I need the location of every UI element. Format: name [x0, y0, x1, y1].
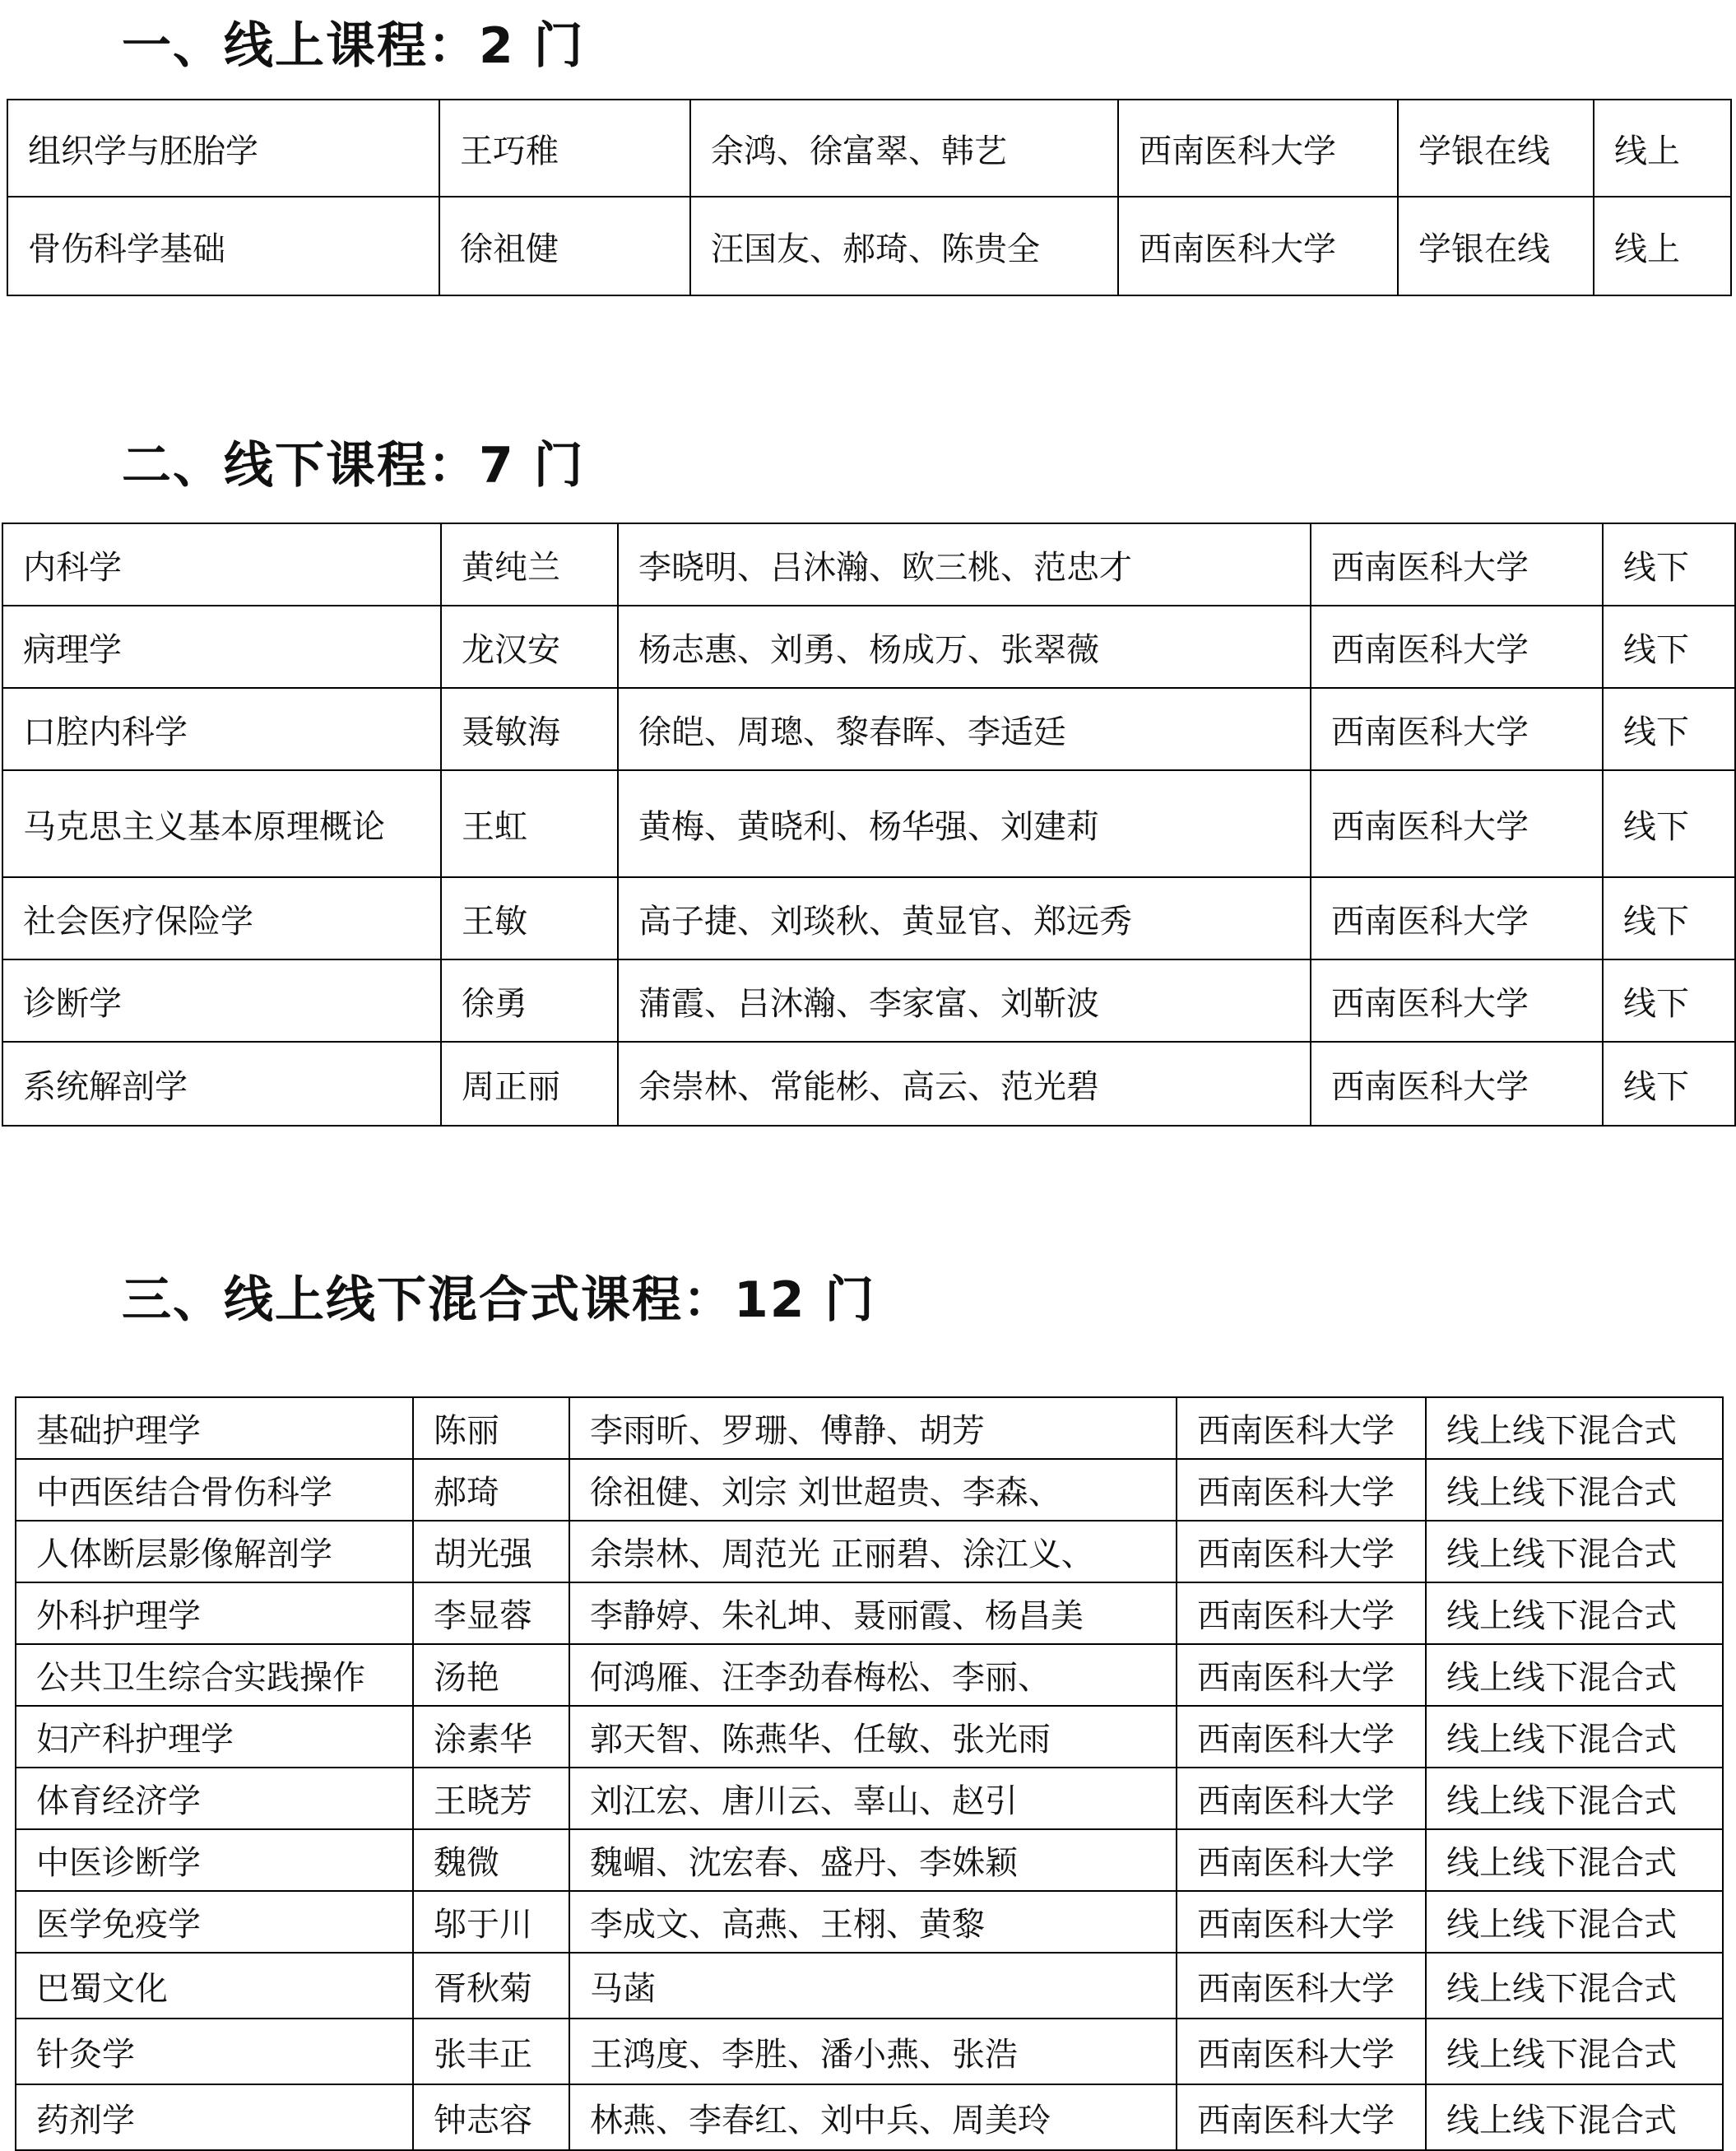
lead-teacher-cell: 郝琦 [413, 1459, 569, 1521]
course-type-cell: 线下 [1603, 688, 1735, 770]
team-members-cell: 余崇林、周范光 正丽碧、涂江义、 [569, 1521, 1177, 1582]
course-type-cell: 线下 [1603, 877, 1735, 959]
lead-teacher-cell: 王敏 [441, 877, 618, 959]
team-members-cell: 李晓明、吕沐瀚、欧三桃、范忠才 [618, 523, 1311, 606]
course-type-cell: 线下 [1603, 770, 1735, 877]
lead-teacher-cell: 王虹 [441, 770, 618, 877]
school-cell: 西南医科大学 [1118, 197, 1398, 295]
team-members-cell: 李静婷、朱礼坤、聂丽霞、杨昌美 [569, 1582, 1177, 1644]
team-members-cell: 徐皑、周璁、黎春晖、李适廷 [618, 688, 1311, 770]
team-members-cell: 郭天智、陈燕华、任敏、张光雨 [569, 1706, 1177, 1768]
blended-course-row [16, 1768, 1723, 1829]
course-type-cell: 线上 [1594, 100, 1731, 197]
team-members-cell: 汪国友、郝琦、陈贵全 [690, 197, 1118, 295]
school-cell: 西南医科大学 [1311, 1042, 1603, 1126]
school-cell: 西南医科大学 [1311, 770, 1603, 877]
course-name-cell: 人体断层影像解剖学 [16, 1521, 413, 1582]
offline-course-row [2, 1042, 1735, 1126]
school-cell: 西南医科大学 [1177, 1521, 1426, 1582]
course-name-cell: 针灸学 [16, 2019, 413, 2084]
course-name-cell: 体育经济学 [16, 1768, 413, 1829]
blended-course-row [16, 1459, 1723, 1521]
course-type-cell: 线上线下混合式 [1426, 1644, 1723, 1706]
course-name-cell: 妇产科护理学 [16, 1706, 413, 1768]
platform-cell: 学银在线 [1398, 100, 1594, 197]
offline-course-row [2, 606, 1735, 688]
school-cell: 西南医科大学 [1311, 959, 1603, 1042]
lead-teacher-cell: 周正丽 [441, 1042, 618, 1126]
table-offline-courses [2, 523, 1736, 1127]
school-cell: 西南医科大学 [1177, 2084, 1426, 2150]
team-members-cell: 马菡 [569, 1953, 1177, 2019]
team-members-cell: 李成文、高燕、王栩、黄黎 [569, 1891, 1177, 1953]
course-type-cell: 线上线下混合式 [1426, 2019, 1723, 2084]
course-name-cell: 医学免疫学 [16, 1891, 413, 1953]
course-type-cell: 线下 [1603, 523, 1735, 606]
school-cell: 西南医科大学 [1311, 688, 1603, 770]
lead-teacher-cell: 邬于川 [413, 1891, 569, 1953]
team-members-cell: 蒲霞、吕沐瀚、李家富、刘靳波 [618, 959, 1311, 1042]
lead-teacher-cell: 龙汉安 [441, 606, 618, 688]
course-name-cell: 巴蜀文化 [16, 1953, 413, 2019]
team-members-cell: 徐祖健、刘宗 刘世超贵、李森、 [569, 1459, 1177, 1521]
online-course-row [7, 197, 1731, 295]
course-name-cell: 药剂学 [16, 2084, 413, 2150]
blended-course-row [16, 1582, 1723, 1644]
lead-teacher-cell: 涂素华 [413, 1706, 569, 1768]
course-type-cell: 线上线下混合式 [1426, 1397, 1723, 1459]
section-title-blended: 三、线上线下混合式课程：12 门 [122, 1271, 876, 1329]
school-cell: 西南医科大学 [1311, 877, 1603, 959]
school-cell: 西南医科大学 [1177, 1397, 1426, 1459]
team-members-cell: 余鸿、徐富翠、韩艺 [690, 100, 1118, 197]
blended-course-row [16, 1397, 1723, 1459]
blended-course-row [16, 1829, 1723, 1891]
school-cell: 西南医科大学 [1177, 1829, 1426, 1891]
lead-teacher-cell: 张丰正 [413, 2019, 569, 2084]
lead-teacher-cell: 胡光强 [413, 1521, 569, 1582]
lead-teacher-cell: 王巧稚 [439, 100, 690, 197]
team-members-cell: 余崇林、常能彬、高云、范光碧 [618, 1042, 1311, 1126]
blended-course-row [16, 1953, 1723, 2019]
school-cell: 西南医科大学 [1177, 2019, 1426, 2084]
lead-teacher-cell: 聂敏海 [441, 688, 618, 770]
course-type-cell: 线下 [1603, 1042, 1735, 1126]
blended-course-row [16, 1706, 1723, 1768]
course-type-cell: 线下 [1603, 959, 1735, 1042]
online-course-row [7, 100, 1731, 197]
course-name-cell: 马克思主义基本原理概论 [2, 770, 441, 877]
offline-course-row [2, 688, 1735, 770]
lead-teacher-cell: 钟志容 [413, 2084, 569, 2150]
section-title-offline: 二、线下课程：7 门 [122, 437, 585, 495]
lead-teacher-cell: 黄纯兰 [441, 523, 618, 606]
blended-course-row [16, 1891, 1723, 1953]
platform-cell: 学银在线 [1398, 197, 1594, 295]
table-online-courses [7, 99, 1732, 296]
table-blended-courses [15, 1396, 1724, 2151]
team-members-cell: 刘江宏、唐川云、辜山、赵引 [569, 1768, 1177, 1829]
offline-course-row [2, 770, 1735, 877]
course-name-cell: 中医诊断学 [16, 1829, 413, 1891]
team-members-cell: 杨志惠、刘勇、杨成万、张翠薇 [618, 606, 1311, 688]
course-type-cell: 线下 [1603, 606, 1735, 688]
blended-course-row [16, 2019, 1723, 2084]
lead-teacher-cell: 徐勇 [441, 959, 618, 1042]
course-name-cell: 骨伤科学基础 [7, 197, 439, 295]
school-cell: 西南医科大学 [1177, 1953, 1426, 2019]
course-name-cell: 社会医疗保险学 [2, 877, 441, 959]
team-members-cell: 何鸿雁、汪李劲春梅松、李丽、 [569, 1644, 1177, 1706]
section-title-online: 一、线上课程：2 门 [122, 17, 585, 75]
course-type-cell: 线上线下混合式 [1426, 1953, 1723, 2019]
course-name-cell: 病理学 [2, 606, 441, 688]
course-type-cell: 线上线下混合式 [1426, 1521, 1723, 1582]
course-type-cell: 线上 [1594, 197, 1731, 295]
course-type-cell: 线上线下混合式 [1426, 1582, 1723, 1644]
team-members-cell: 魏嵋、沈宏春、盛丹、李姝颖 [569, 1829, 1177, 1891]
school-cell: 西南医科大学 [1177, 1459, 1426, 1521]
team-members-cell: 王鸿度、李胜、潘小燕、张浩 [569, 2019, 1177, 2084]
course-name-cell: 外科护理学 [16, 1582, 413, 1644]
lead-teacher-cell: 胥秋菊 [413, 1953, 569, 2019]
offline-course-row [2, 877, 1735, 959]
course-name-cell: 口腔内科学 [2, 688, 441, 770]
lead-teacher-cell: 王晓芳 [413, 1768, 569, 1829]
course-type-cell: 线上线下混合式 [1426, 1829, 1723, 1891]
course-type-cell: 线上线下混合式 [1426, 1891, 1723, 1953]
blended-course-row [16, 2084, 1723, 2150]
course-name-cell: 内科学 [2, 523, 441, 606]
course-type-cell: 线上线下混合式 [1426, 1459, 1723, 1521]
blended-course-row [16, 1644, 1723, 1706]
school-cell: 西南医科大学 [1311, 606, 1603, 688]
school-cell: 西南医科大学 [1177, 1644, 1426, 1706]
lead-teacher-cell: 汤艳 [413, 1644, 569, 1706]
school-cell: 西南医科大学 [1311, 523, 1603, 606]
lead-teacher-cell: 李显蓉 [413, 1582, 569, 1644]
school-cell: 西南医科大学 [1177, 1768, 1426, 1829]
course-name-cell: 中西医结合骨伤科学 [16, 1459, 413, 1521]
school-cell: 西南医科大学 [1118, 100, 1398, 197]
course-name-cell: 诊断学 [2, 959, 441, 1042]
course-type-cell: 线上线下混合式 [1426, 1706, 1723, 1768]
offline-course-row [2, 523, 1735, 606]
course-name-cell: 基础护理学 [16, 1397, 413, 1459]
course-type-cell: 线上线下混合式 [1426, 1768, 1723, 1829]
course-type-cell: 线上线下混合式 [1426, 2084, 1723, 2150]
lead-teacher-cell: 魏微 [413, 1829, 569, 1891]
school-cell: 西南医科大学 [1177, 1891, 1426, 1953]
course-name-cell: 系统解剖学 [2, 1042, 441, 1126]
school-cell: 西南医科大学 [1177, 1582, 1426, 1644]
team-members-cell: 林燕、李春红、刘中兵、周美玲 [569, 2084, 1177, 2150]
course-name-cell: 公共卫生综合实践操作 [16, 1644, 413, 1706]
course-name-cell: 组织学与胚胎学 [7, 100, 439, 197]
school-cell: 西南医科大学 [1177, 1706, 1426, 1768]
offline-course-row [2, 959, 1735, 1042]
lead-teacher-cell: 陈丽 [413, 1397, 569, 1459]
blended-course-row [16, 1521, 1723, 1582]
team-members-cell: 黄梅、黄晓利、杨华强、刘建莉 [618, 770, 1311, 877]
team-members-cell: 高子捷、刘琰秋、黄显官、郑远秀 [618, 877, 1311, 959]
lead-teacher-cell: 徐祖健 [439, 197, 690, 295]
team-members-cell: 李雨昕、罗珊、傅静、胡芳 [569, 1397, 1177, 1459]
